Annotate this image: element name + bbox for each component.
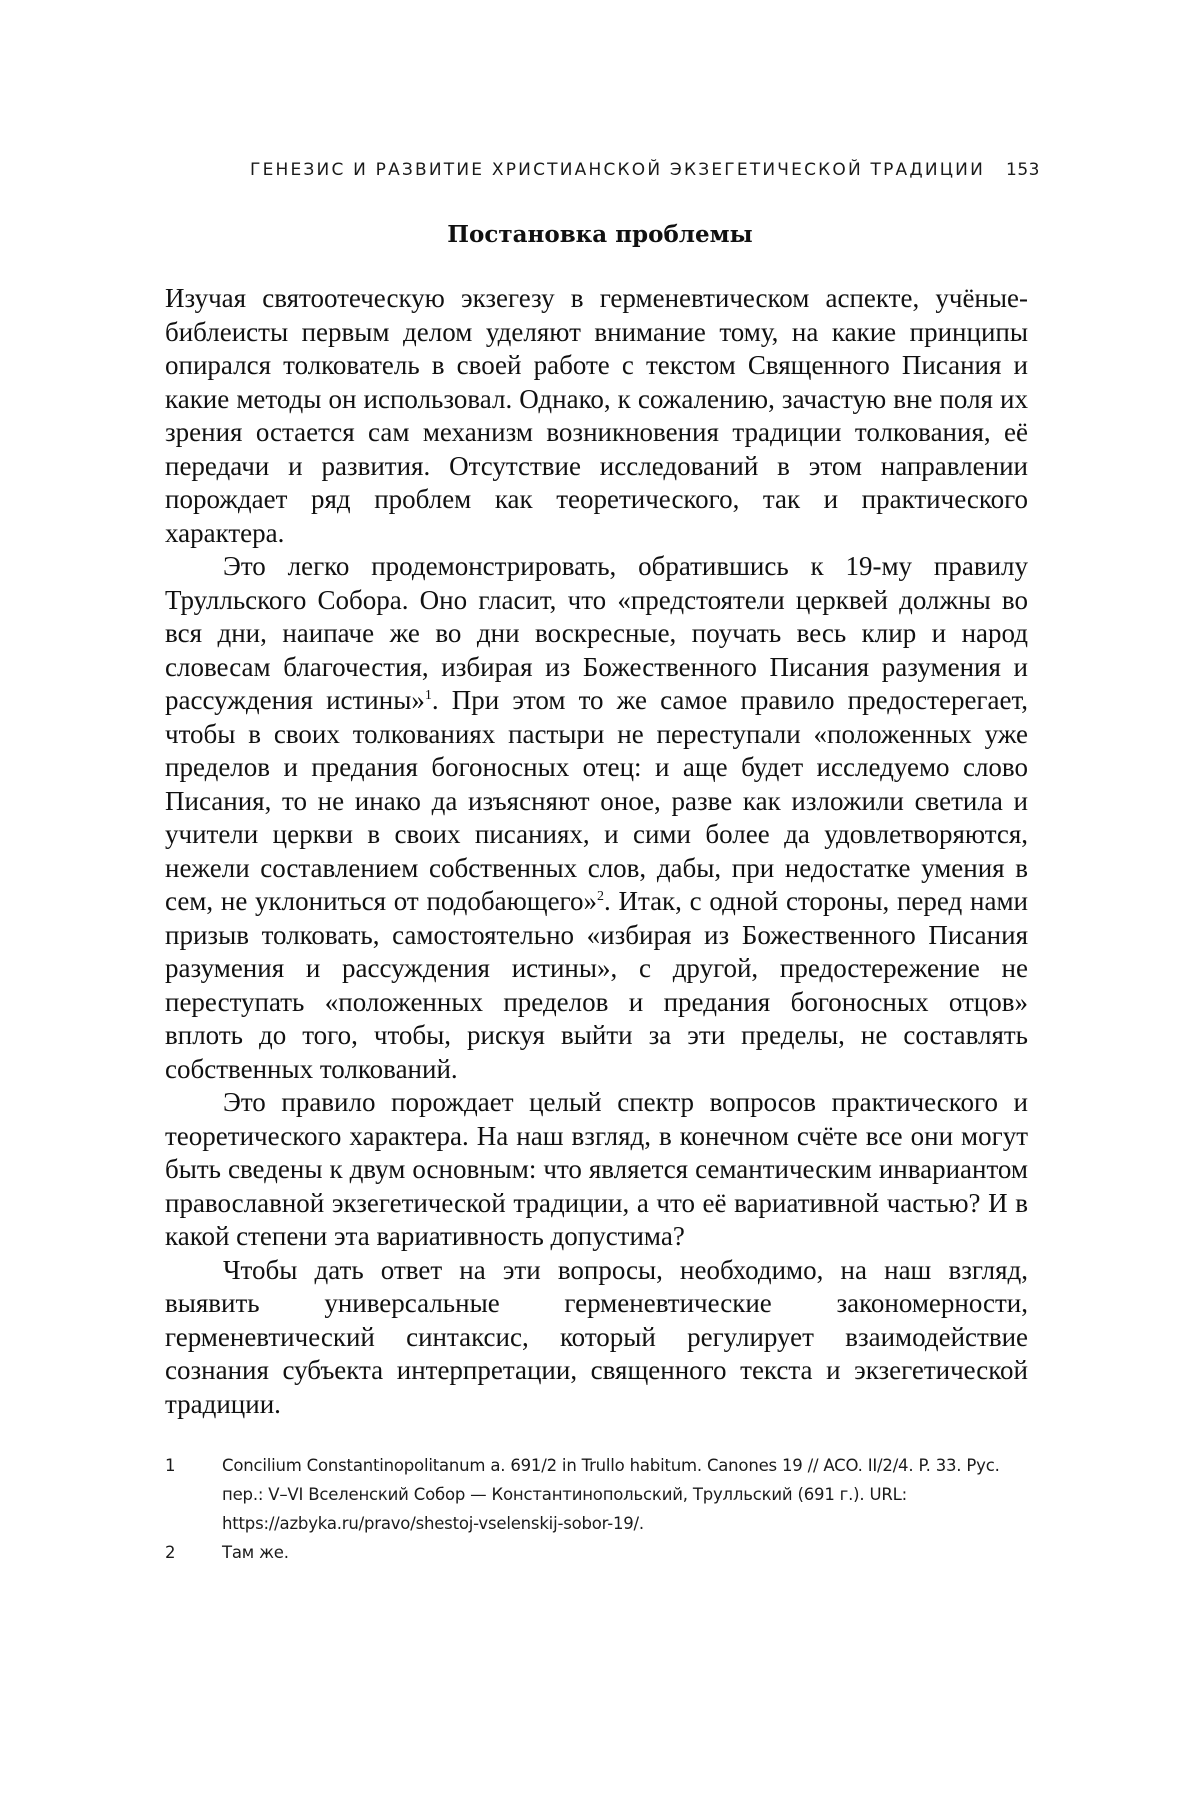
footnote-ref-2[interactable]: 2 [596,889,604,904]
footnotes [165,1451,1028,1567]
paragraph-2-part-2: . При этом то же самое правило предостерегает, чтобы в своих толкованиях пастыри не переступали «положенных уже пределов и предания богоносных отец: и аще будет исследуемо слово Писания, то не инако да изъясняют оное, разве как изложили светила и учители церкви в своих писаниях, и сими более да удовлетворяются, нежели составлением собственных слов, дабы, при недостатке умения в сем, не уклониться от подобающего» [165,685,1028,916]
running-title: ГЕНЕЗИС И РАЗВИТИЕ ХРИСТИАНСКОЙ ЭКЗЕГЕТИЧЕСКОЙ ТРАДИЦИИ [250,160,986,180]
paragraph-3: Это правило порождает целый спектр вопросов практического и теоретического характера. На наш взгляд, в конечном счёте все они могут быть сведены к двум основным: что является семантическим инвариантом православной экзегетической традиции, а что её вариативной частью? И в какой степени эта вариативность допустима? [165,1087,1028,1251]
main-text [165,282,1028,1421]
footnote-text: Concilium Constantinopolitanum a. 691/2 in Trullo habitum. Canones 19 // ACO. II/2/4. P. 33. Рус. пер.: V–VI Вселенский Собор — Константинопольский, Трулльский (691 г.). URL: https://azbyka.ru/pravo/shestoj-vselenskij-sobor-19/. [222,1456,1000,1533]
footnote-1 [165,1451,1028,1538]
footnote-text: Там же. [222,1543,289,1562]
footnote-ref-1[interactable]: 1 [424,688,432,703]
page-number: 153 [1006,160,1040,180]
paragraph-2 [165,550,1028,1086]
footnote-number: 1 [165,1456,176,1475]
paragraph-2-part-1: Это легко продемонстрировать, обратившись к 19-му правилу Трулльского Собора. Оно гласит, что «предстоятели церквей должны во вся дни, наипаче же во дни воскресные, поучать весь клир и народ словесам благочестия, избирая из Божественного Писания разумения и рассуждения истины» [165,551,1028,715]
section-title: Постановка проблемы [447,221,753,248]
paragraph-1: Изучая святоотеческую экзегезу в герменевтическом аспекте, учёные-библеисты первым делом уделяют внимание тому, на какие принципы опирался толкователь в своей работе с текстом Священного Писания и какие методы он использовал. Однако, к сожалению, зачастую вне поля их зрения остается сам механизм возникновения традиции толкования, её передачи и развития. Отсутствие исследований в этом направлении порождает ряд проблем как теоретического, так и практического характера. [165,283,1028,548]
footnote-number: 2 [165,1543,176,1562]
paragraph-2-part-3: . Итак, с одной стороны, перед нами призыв толковать, самостоятельно «избирая из Божественного Писания разумения и рассуждения истины», с другой, предостережение не переступать «положенных пределов и предания богоносных отцов» вплоть до того, чтобы, рискуя выйти за эти пределы, не составлять собственных толкований. [165,886,1028,1084]
paragraph-4: Чтобы дать ответ на эти вопросы, необходимо, на наш взгляд, выявить универсальные герменевтические закономерности, герменевтический синтаксис, который регулирует взаимодействие сознания субъекта интерпретации, священного текста и экзегетической традиции. [165,1254,1028,1419]
footnote-2 [165,1538,1028,1567]
running-header [250,160,1040,186]
